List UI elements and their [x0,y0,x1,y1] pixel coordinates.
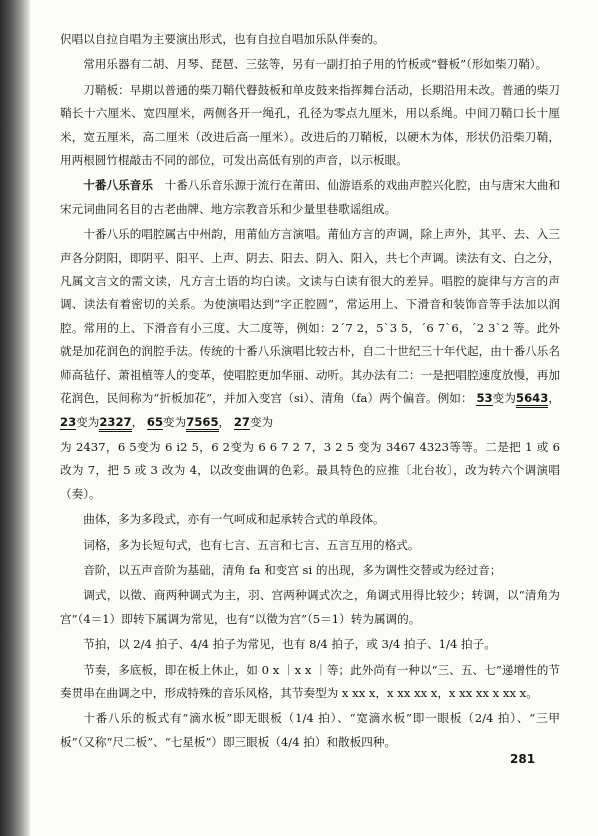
paragraph-shifan-intro [60,174,560,221]
paragraph-board-types: 十番八乐的板式有“滴水板”即无眼板（1/4 拍）、“宽滴水板”即一眼板（2/4 拍）、“三甲板”（又称“尺二板”、“七星板”）即三眼板（4/4 拍）和散板四种。 [60,711,560,749]
section-intro-text: 十番八乐音乐源于流行在莆田、仙游语系的戏曲声腔兴化腔，由与唐宋大曲和宋元词曲同名目的古老曲牌、地方宗教音乐和少量里巷歌谣组成。 [60,178,560,216]
section-heading: 十番八乐音乐 [83,178,153,193]
paragraph-rhythm: 节奏，多底板，即在板上休止，如 0 x ｜x x ｜等；此外尚有一种以“三、五、七”递增性的节奏贯串在曲调之中，形成特殊的音乐风格，其节奏型为 x xx x，x xx xx x，x xx xx x xx x。 [60,662,560,700]
notation-to-1: 5643 [516,391,548,408]
document-page [60,28,560,756]
notation-joiner-4: 变为 [249,414,274,429]
paragraph-performance-form: 伬唱以自拉自唱为主要演出形式，也有自拉自唱加乐队伴奏的。 [60,32,385,46]
paragraph-form: 曲体，多为多段式，亦有一气呵成和起承转合式的单段体。 [83,512,385,527]
notation-joiner-3: 变为 [163,414,187,429]
notation-joiner-2: 变为 [76,414,100,429]
paragraph-lyrics: 词格，多为长短句式，也有七言、五言和七言、五言互用的格式。 [83,537,420,552]
paragraph-vocal-style: 十番八乐的唱腔属古中州韵，用莆仙方言演唱。莆仙方言的声调，除上声外，其平、去、入三声各分阴阳，即阴平、阳平、上声、阴去、阳去、阴入、阳入，共七个声调。读法有文、白之分，凡属文言文的需文读，凡方言土语的均白读。文读与白读有很大的差异。唱腔的旋律与方言的声调、读法有着密切的关系。为使演唱达到“字正腔圆”，常运用上、下滑音和装饰音等手法加以润腔。常用的上、下滑音有小三度、大二度等，例如：2ˊ7 2，5ˋ3 5，ˊ6 7ˋ6，ˊ2 3ˋ2 等。此外就是加花润色的润腔手法。传统的十番八乐演唱比较古朴，自二十世纪三十年代起，由十番八乐名师高毡仔、萧祖植等人的变革，使唱腔更加华丽、动听。其办法有二：一是把唱腔速度放慢，再加花润色，民间称为“折板加花”，并加入变宫（si）、清角（fa）两个偏音。例如： 53变为5643， 23变为2327， 65变为7565， 27变为 [60,223,560,434]
notation-to-2: 2327 [99,415,131,432]
paragraph-knife-sheath-board: 刀鞘板：早期以普通的柴刀鞘代瞽鼓板和单皮鼓来指挥舞台活动，长期沿用未改。普通的柴刀鞘长十六厘米、宽四厘米，两侧各开一绳孔，孔径为零点九厘米，用以系绳。中间刀鞘口长十厘米，宽五厘米，高二厘米（改进后高一厘米）。改进后的刀鞘板，以硬木为体，形状仍沿柴刀鞘，用两根圆竹棍敲击不同的部位，可发出高低有别的声音，以示板眼。 [60,82,560,168]
book-spine-shadow [0,0,30,836]
paragraph-meter: 节拍，以 2/4 拍子、4/4 拍子为常见，也有 8/4 拍子，或 3/4 拍子、1/4 拍子。 [83,637,496,652]
notation-joiner-1: 变为 [492,391,517,406]
paragraph-mode: 调式，以徵、商两种调式为主，羽、宫两种调式次之，角调式用得比较少；转调，以“清角为宫”（4＝1）即转下属调为常见，也有“以徵为宫”（5＝1）转为属调的。 [60,588,560,626]
notation-to-3: 7565 [186,415,218,432]
paragraph-notation-continued: 为 2437，6 5变为 6 i2 5，6 2变为 6 6 7 2 7，3 2 5 变为 3467 4323等等。二是把 1 或 6 改为 7，把 5 或 3 改为 4，以改变曲调的色彩。最具特色的应推〔北台妆〕，改为转六个调演唱（奏）。 [60,439,560,501]
notation-from-4: 27 [233,414,250,429]
notation-from-2: 23 [60,414,77,429]
page-number: 281 [510,752,536,766]
vocal-style-text: 十番八乐的唱腔属古中州韵，用莆仙方言演唱。莆仙方言的声调，除上声外，其平、去、入三声各分阴阳，即阴平、阳平、上声、阴去、阳去、阴入、阳入，共七个声调。读法有文、白之分，凡属文言文的需文读，凡方言土语的均白读。文读与白读有很大的差异。唱腔的旋律与方言的声调、读法有着密切的关系。为使演唱达到“字正腔圆”，常运用上、下滑音和装饰音等手法加以润腔。常用的上、下滑音有小三度、大二度等，例如：2ˊ7 2，5ˋ3 5，ˊ6 7ˋ6，ˊ2 3ˋ2 等。此外就是加花润色的润腔手法。传统的十番八乐演唱比较古朴，自二十世纪三十年代起，由十番八乐名师高毡仔、萧祖植等人的变革，使唱腔更加华丽、动听。其办法有二：一是把唱腔速度放慢，再加花润色，民间称为“折板加花”，并加入变宫（si）、清角（fa）两个偏音。例如： [60,227,560,406]
paragraph-instruments: 常用乐器有二胡、月琴、琵琶、三弦等，另有一副打拍子用的竹板或“瞽板”（形如柴刀鞘）。 [83,57,548,72]
paragraph-scale: 音阶，以五声音阶为基础，清角 fa 和变宫 si 的出现，多为调性交替或为经过音； [83,562,502,577]
notation-from-3: 65 [146,414,164,429]
notation-from-1: 53 [476,391,493,406]
